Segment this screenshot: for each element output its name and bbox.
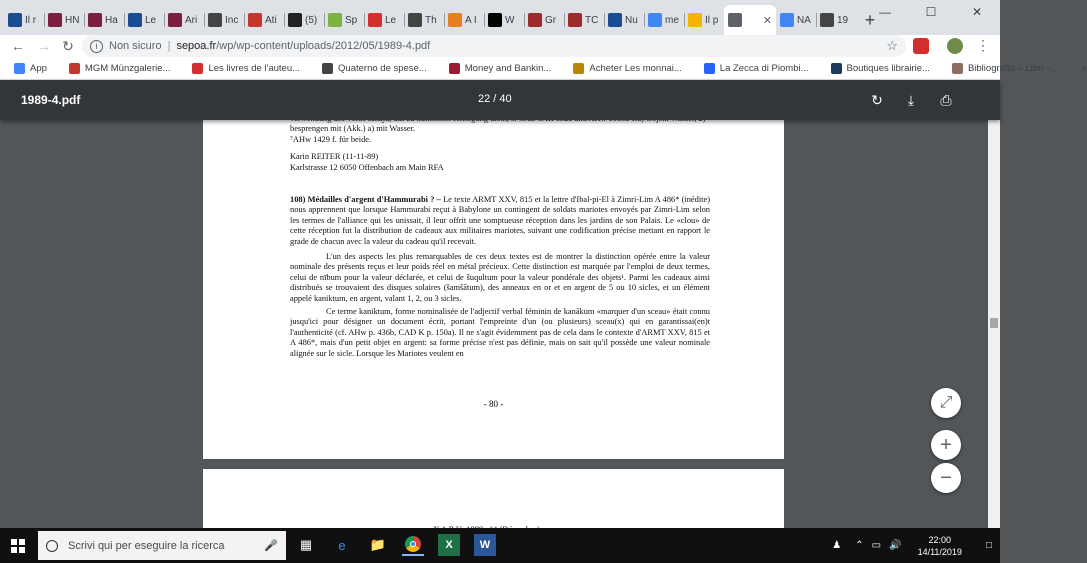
rotate-icon[interactable]: ↻ <box>871 91 883 108</box>
tab-title: 19 <box>837 14 849 26</box>
start-button[interactable] <box>0 528 36 563</box>
volume-icon[interactable]: 🔊 <box>889 540 902 551</box>
browser-toolbar <box>0 35 1000 57</box>
reload-icon[interactable]: ↻ <box>62 37 74 54</box>
bookmark-item[interactable] <box>14 63 47 74</box>
close-window-icon[interactable]: ✕ <box>971 5 983 19</box>
paragraph-1 <box>290 195 710 247</box>
bookmark-item[interactable] <box>449 63 552 74</box>
clock-date: 14/11/2019 <box>917 546 962 557</box>
bookmark-label: App <box>30 62 47 74</box>
tab-title: TC <box>585 14 599 26</box>
page-top-text <box>290 114 710 173</box>
bookmark-label: Les livres de l'auteu... <box>208 62 301 74</box>
search-placeholder: Scrivi qui per eseguire la ricerca <box>68 539 225 552</box>
tab-title: Il p <box>705 14 719 26</box>
browser-tab[interactable] <box>44 5 84 35</box>
browser-tab[interactable] <box>284 5 324 35</box>
tab-favicon-icon <box>88 13 102 27</box>
tab-favicon-icon <box>208 13 222 27</box>
tab-title: W <box>505 14 515 26</box>
fit-page-button[interactable]: ⤢ <box>931 388 961 418</box>
back-icon[interactable]: ← <box>11 38 25 54</box>
browser-tab[interactable] <box>564 5 604 35</box>
browser-tab[interactable] <box>644 5 684 35</box>
bookmark-item[interactable] <box>192 63 300 74</box>
bookmark-item[interactable] <box>831 63 930 74</box>
excel-icon[interactable]: X <box>438 534 460 556</box>
scrollbar-thumb[interactable] <box>990 318 998 328</box>
task-view-icon[interactable]: ▦ <box>299 537 313 552</box>
tab-title: Gr <box>545 14 557 26</box>
browser-tab[interactable] <box>524 5 564 35</box>
bookmark-label: La Zecca di Piombi... <box>719 62 809 74</box>
browser-tab[interactable] <box>364 5 404 35</box>
tab-favicon-icon <box>528 13 542 27</box>
paragraph-1-text: Le texte ARMT XXV, 815 et la lettre d'Ibal-pi-El à Zimri-Lim A 486* (inédite) nous apprennent que lorsque Hammurabi reçut à Babylone un contingent de soldats mariotes envoyés par Zimri-Lim selon les termes de l'alliance qui les unissait, il leur offrit une somptueuse réception dans les jardins de son Palais. Le «clou» de cette réception fut la distribution de cadeaux aux militaires mariotes, suivant une codification précise mettant en rapport le grade de chacun avec la valeur du cadeau qu'il recevait. <box>290 195 710 246</box>
print-icon[interactable]: ⎙ <box>940 91 952 108</box>
tab-favicon-icon <box>328 13 342 27</box>
tab-favicon-icon <box>728 13 742 27</box>
bookmark-favicon-icon <box>14 63 25 74</box>
tab-favicon-icon <box>48 13 62 27</box>
edge-icon[interactable]: e <box>338 537 346 553</box>
browser-tab[interactable] <box>724 5 776 35</box>
tab-title: Ati <box>265 14 277 26</box>
tab-title: Sp <box>345 14 358 26</box>
taskbar-search[interactable] <box>38 531 286 560</box>
browser-tab[interactable] <box>204 5 244 35</box>
search-icon <box>46 540 58 552</box>
bookmark-favicon-icon <box>573 63 584 74</box>
tab-title: me <box>665 14 679 26</box>
pdf-filename: 1989-4.pdf <box>21 93 81 107</box>
network-icon[interactable]: ▭ <box>871 540 882 551</box>
bookmark-favicon-icon <box>192 63 203 74</box>
top-line-2: besprengen mit (Akk.) a) mit Wasser. <box>290 124 415 134</box>
bookmark-star-icon[interactable]: ☆ <box>886 38 898 53</box>
article-body <box>290 195 710 359</box>
tab-favicon-icon <box>368 13 382 27</box>
profile-avatar[interactable] <box>947 38 963 54</box>
scrollbar[interactable] <box>988 120 1000 528</box>
bookmark-item[interactable] <box>573 63 681 74</box>
tab-title: Il r <box>25 14 37 26</box>
tab-title: Th <box>425 14 437 26</box>
tab-title: Ha <box>105 14 118 26</box>
paragraph-3: Ce terme kaniktum, forme nominalisée de l'adjectif verbal féminin de kanākum «marquer d'un sceau» était connu jusqu'ici pour désigner un document écrit, portant l'empreinte d'un (ou plusieurs) sceau(x) qui en garantissai(en)t l'authenticité (cf. AHw p. 436b, CAD K p. 150a). Il ne s'agit évidemment pas de cela dans le contexte d'ARMT XXV, 815 et A 486*, mais d'un petit objet en argent: sa forme précise n'est pas définie, mais on sait qu'il possède une valeur nominale alignée sur le sicle. Lorsque les Mariotes veulent en <box>290 307 710 358</box>
browser-tab[interactable] <box>404 5 444 35</box>
bookmark-item[interactable] <box>704 63 809 74</box>
tab-title: NA <box>797 14 811 26</box>
browser-tab[interactable] <box>816 5 856 35</box>
page-number: - 80 - <box>483 399 504 409</box>
bookmark-favicon-icon <box>831 63 842 74</box>
bookmark-favicon-icon <box>322 63 333 74</box>
menu-icon[interactable]: ⋮ <box>976 37 990 53</box>
tab-favicon-icon <box>688 13 702 27</box>
microphone-icon[interactable]: 🎤 <box>264 540 278 552</box>
bookmark-favicon-icon <box>69 63 80 74</box>
file-explorer-icon[interactable]: 📁 <box>369 537 387 552</box>
tab-title: Ari <box>185 14 198 26</box>
bookmarks-bar <box>0 57 1087 80</box>
tab-title: Le <box>145 14 157 26</box>
bookmark-favicon-icon <box>704 63 715 74</box>
security-label: Non sicuro <box>109 40 162 52</box>
bookmark-item[interactable] <box>322 63 427 74</box>
tab-favicon-icon <box>288 13 302 27</box>
address-separator: | <box>167 40 171 52</box>
chrome-icon[interactable] <box>402 534 424 556</box>
paragraph-2: L'un des aspects les plus remarquables de ces deux textes est de montrer la distinction opérée entre la valeur nominale des présents reçus et leur poids réel en métal précieux. Cette distinction est marquée par l'emploi de deux termes, celui de nībum pour la valeur déclarée, et celui de šuqultum pour la valeur pondérale des objets¹. Parmi les cadeaux ainsi distribués se trouvaient des disques solaires (šamšātum), des anneaux en or et en argent de 5 ou 10 sicles, et un élément appelé kaniktum, en argent, valant 1, 2, ou 3 sicles. <box>290 252 710 303</box>
pdf-toolbar <box>0 80 1000 120</box>
tab-favicon-icon <box>648 13 662 27</box>
browser-tab[interactable] <box>4 5 44 35</box>
zoom-out-button[interactable]: − <box>931 463 961 493</box>
tab-favicon-icon <box>8 13 22 27</box>
browser-tab[interactable] <box>444 5 484 35</box>
browser-tab[interactable] <box>776 5 816 35</box>
bookmark-item[interactable] <box>952 63 1059 74</box>
browser-tab[interactable] <box>484 5 524 35</box>
pdf-page <box>203 120 784 459</box>
people-icon[interactable]: ♟ <box>832 540 842 551</box>
info-icon[interactable]: i <box>90 40 103 53</box>
forward-icon[interactable]: → <box>37 38 51 54</box>
bookmark-label: Bibliografia – Libri –... <box>967 62 1060 74</box>
tab-title: Nu <box>625 14 638 26</box>
tab-favicon-icon <box>820 13 834 27</box>
tab-title: Le <box>385 14 397 26</box>
show-hidden-icons[interactable]: ⌃ <box>855 540 864 551</box>
tab-favicon-icon <box>248 13 262 27</box>
taskbar <box>0 528 1000 563</box>
tab-favicon-icon <box>408 13 422 27</box>
download-icon[interactable]: ⤓ <box>907 91 915 108</box>
tab-favicon-icon <box>608 13 622 27</box>
browser-tab[interactable] <box>324 5 364 35</box>
extension-icon[interactable] <box>913 38 929 54</box>
system-tray <box>832 528 1000 563</box>
browser-tab[interactable] <box>244 5 284 35</box>
tab-favicon-icon <box>168 13 182 27</box>
bookmark-label: Boutiques librairie... <box>846 62 930 74</box>
address-bar[interactable] <box>82 35 906 57</box>
minimize-icon[interactable]: — <box>879 5 891 19</box>
bookmarks-overflow-button[interactable]: » <box>1081 62 1087 74</box>
browser-tab[interactable] <box>84 5 124 35</box>
browser-tab[interactable] <box>604 5 644 35</box>
signature-address: Karlstrasse 12 6050 Offenbach am Main RFA <box>290 162 444 172</box>
tab-favicon-icon <box>128 13 142 27</box>
tab-list <box>4 5 856 35</box>
tab-favicon-icon <box>780 13 794 27</box>
bookmark-label: Money and Bankin... <box>464 62 552 74</box>
bookmark-label: Quaterno de spese... <box>338 62 427 74</box>
browser-tab[interactable] <box>684 5 724 35</box>
footnote: ⁷AHw 1429 f. für beide. <box>290 134 372 144</box>
tab-favicon-icon <box>568 13 582 27</box>
bookmark-label: Acheter Les monnai... <box>589 62 682 74</box>
page-indicator[interactable]: 22 / 40 <box>478 93 512 105</box>
bookmark-favicon-icon <box>952 63 963 74</box>
browser-tab[interactable] <box>124 5 164 35</box>
close-tab-icon[interactable]: ✕ <box>762 14 772 27</box>
pdf-viewer[interactable] <box>0 120 1000 528</box>
window-controls <box>862 0 1000 24</box>
tab-title: A I <box>465 14 477 26</box>
maximize-icon[interactable]: ☐ <box>925 5 937 19</box>
article-heading: 108) Médailles d'argent d'Hammurabi ? – <box>290 195 441 204</box>
url-domain: sepoa.fr <box>176 40 217 52</box>
browser-tab[interactable] <box>164 5 204 35</box>
bookmark-item[interactable] <box>69 63 171 74</box>
tab-title: HN <box>65 14 80 26</box>
tab-title: Inc <box>225 14 239 26</box>
tab-favicon-icon <box>488 13 502 27</box>
word-icon[interactable]: W <box>474 534 496 556</box>
tab-favicon-icon <box>448 13 462 27</box>
bookmark-label: MGM Münzgalerie... <box>84 62 171 74</box>
zoom-in-button[interactable]: + <box>931 430 961 460</box>
url-path: /wp/wp-content/uploads/2012/05/1989-4.pdf <box>216 40 431 52</box>
clock-time: 22:00 <box>928 534 952 545</box>
windows-icon <box>11 539 25 553</box>
clock[interactable] <box>918 534 962 558</box>
notifications-icon[interactable]: □ <box>985 540 992 551</box>
new-tab-button[interactable]: + <box>864 9 876 30</box>
tab-title: (5) <box>305 14 318 26</box>
tab-strip <box>0 0 1000 35</box>
bookmark-favicon-icon <box>449 63 460 74</box>
signature-name: Karin REITER (11-11-89) <box>290 152 379 162</box>
